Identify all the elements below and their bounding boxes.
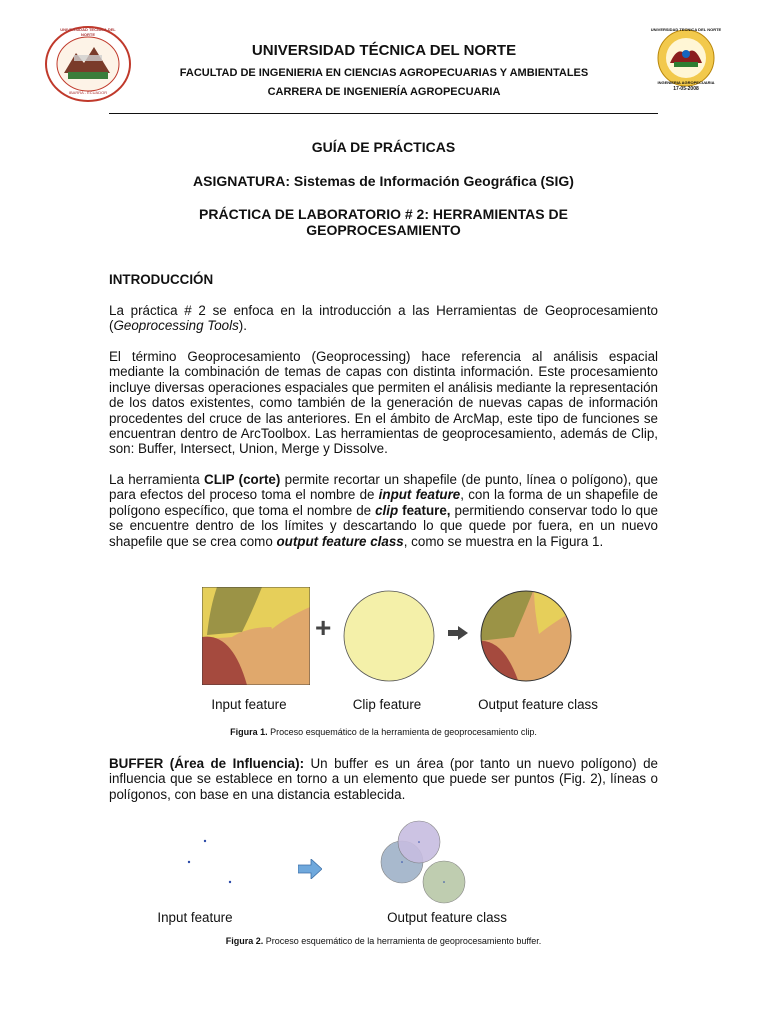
practice-title-line1: PRÁCTICA DE LABORATORIO # 2: HERRAMIENTAS DE <box>199 206 568 222</box>
faculty-name: FACULTAD DE INGENIERIA EN CIENCIAS AGROPECUARIAS Y AMBIENTALES <box>179 67 589 79</box>
figure1-caption: Figura 1. Proceso esquemático de la herramienta de geoprocesamiento clip. <box>230 727 537 737</box>
fig1-label-output: Output feature class <box>478 697 598 712</box>
right-logo-bottom: INGENIERIA AGROPECUARIA <box>657 80 715 85</box>
figure2-caption: Figura 2. Proceso esquemático de la herramienta de geoprocesamiento buffer. <box>225 936 542 946</box>
intro-heading: INTRODUCCIÓN <box>109 272 214 287</box>
guide-title: GUÍA DE PRÁCTICAS <box>311 139 456 155</box>
university-name: UNIVERSIDAD TÉCNICA DEL NORTE <box>251 42 517 59</box>
practice-title-line2: GEOPROCESAMIENTO <box>306 222 461 238</box>
header-divider <box>109 113 658 114</box>
clip-input-feature-graphic <box>202 587 310 685</box>
clip-output-feature-graphic <box>479 589 573 683</box>
buffer-input-points-graphic <box>180 835 240 890</box>
career-name: CARRERA DE INGENIERÍA AGROPECUARIA <box>267 86 501 98</box>
right-logo-date: 17-05-2008 <box>673 86 699 92</box>
left-logo-text: UNIVERSIDAD TECNICA DEL NORTE <box>60 27 116 37</box>
buffer-paragraph: BUFFER (Área de Influencia): Un buffer es un área (por tanto un nuevo polígono) de influencia que se establece en torno a un elemento que puede ser puntos (Fig. 2), líneas o polígonos, con base en una distancia establecida. <box>109 756 658 802</box>
fig2-label-output: Output feature class <box>387 910 507 925</box>
right-logo-text: UNIVERSIDAD TECNICA DEL NORTE <box>650 27 722 32</box>
intro-paragraph-1: La práctica # 2 se enfoca en la introducción a las Herramientas de Geoprocesamiento (Geoprocessing Tools). <box>109 303 658 334</box>
clip-feature-graphic <box>342 589 436 683</box>
clip-paragraph: La herramienta CLIP (corte) permite recortar un shapefile (de punto, línea o polígono), que para efectos del proceso toma el nombre de input feature, con la forma de un shapefile de polígono específico, que toma el nombre de clip feature, permitiendo conservar todo lo que se encuentre dentro de los límites y descartando lo que quede por fuera, en un nuevo shapefile que se crea como output feature class, como se muestra en la Figura 1. <box>109 472 658 549</box>
subject-title: ASIGNATURA: Sistemas de Información Geográfica (SIG) <box>193 173 574 189</box>
arrow-icon <box>448 626 468 640</box>
buffer-output-graphic <box>378 818 470 908</box>
fig1-label-input: Input feature <box>211 697 287 712</box>
blue-arrow-icon <box>298 859 322 879</box>
fig2-label-input: Input feature <box>157 910 233 925</box>
left-logo-bottom: IBARRA - ECUADOR <box>68 90 108 95</box>
plus-sign: + <box>315 612 332 643</box>
fig1-label-clip: Clip feature <box>352 697 422 712</box>
intro-paragraph-2: El término Geoprocesamiento (Geoprocessing) hace referencia al análisis espacial mediante la combinación de temas de capas con distinta información. Este procesamiento incluye diversas operaciones espaciales que permiten el análisis mediante la representación de los datos existentes, como también de la generación de nuevas capas de información procedentes del cruce de las anteriores. En el ámbito de ArcMap, este tipo de funciones se encuentran dentro de ArcToolbox. Las herramientas de geoprocesamiento, además de Clip, son: Buffer, Intersect, Union, Merge y Dissolve. <box>109 349 658 457</box>
